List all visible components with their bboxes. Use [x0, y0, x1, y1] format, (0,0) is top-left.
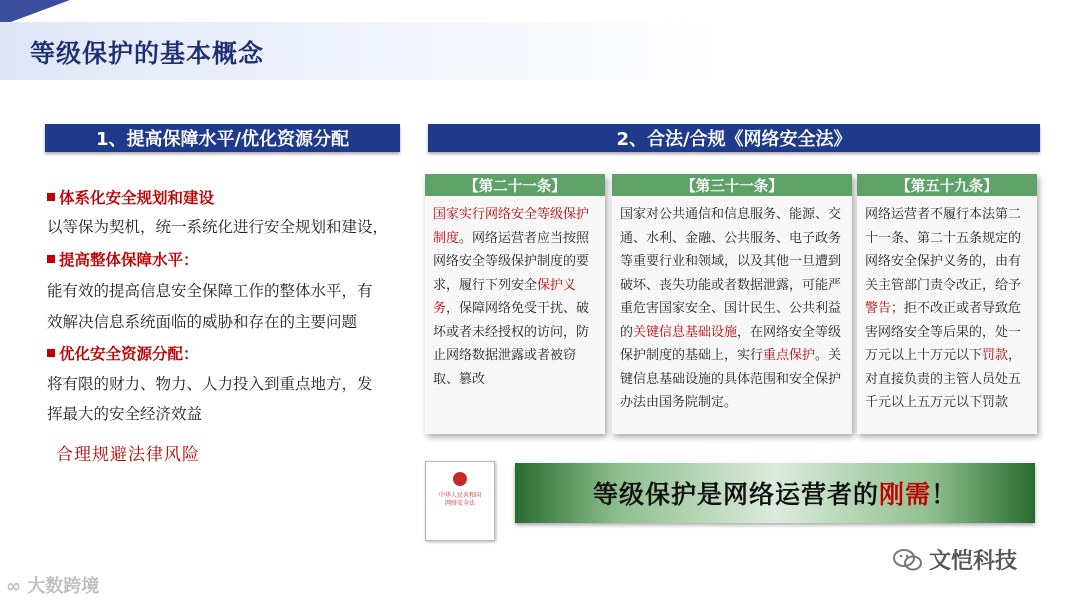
- article-text-red: 罚款: [982, 348, 1009, 363]
- bullet-square-icon: [47, 349, 55, 357]
- section-1-header: 1、提高保障水平/优化资源分配: [45, 124, 400, 152]
- page-title: 等级保护的基本概念: [30, 39, 265, 68]
- slogan-highlight: 刚需: [878, 480, 931, 509]
- slogan-text: 等级保护是网络运营者的: [592, 480, 879, 509]
- national-emblem-icon: [453, 472, 467, 486]
- body-line: 将有限的财力、物力、人力投入到重点地方，发: [47, 375, 373, 393]
- watermark-left: ∞ 大数跨境: [6, 576, 100, 597]
- article-body: [857, 196, 1037, 415]
- wechat-icon: [893, 547, 923, 573]
- law-book-cover: [425, 461, 495, 541]
- section-2-header: 2、合法/合规《网络安全法》: [428, 124, 1040, 152]
- bullet-square-icon: [47, 255, 55, 263]
- article-body: [612, 196, 852, 415]
- body-line: 挥最大的安全经济效益: [47, 405, 203, 423]
- article-text: ，保障网络免受干扰、破坏或者未经授权的访问，防止网络数据泄露或者被窃取、篡改: [433, 301, 590, 387]
- legal-risk-note: 合理规避法律风险: [56, 445, 200, 465]
- slogan-banner: [515, 463, 1035, 523]
- body-line: 效解决信息系统面临的威胁和存在的主要问题: [47, 313, 358, 331]
- article-text: ，在网络安全等级保护制度的基础上，实行: [620, 324, 842, 363]
- article-text: ；拒不改正或者导致危害网络安全等后果的，处一万元以上十万元以下: [865, 301, 1022, 363]
- bullet-square-icon: [47, 193, 55, 201]
- article-21-box: [425, 174, 605, 434]
- body-line: 能有效的提高信息安全保障工作的整体水平，有: [47, 282, 373, 300]
- article-text-red: 重点保护: [763, 348, 816, 363]
- article-31-box: [612, 174, 852, 434]
- article-text-red: 保护义务: [433, 277, 577, 316]
- article-text: 网络运营者不履行本法第二十一条、第二十五条规定的网络安全保护义务的，由有关主管部门责令改正，给予: [865, 207, 1022, 293]
- bullet-heading-planning: 体系化安全规划和建设: [47, 186, 214, 208]
- article-text-red: 国家实行网络安全等级保护制度: [433, 207, 590, 246]
- article-text: 。关键信息基础设施的具体范围和安全保护办法由国务院制定。: [620, 348, 842, 410]
- article-head: 【第三十一条】: [612, 174, 852, 196]
- article-text: 国家对公共通信和信息服务、能源、交通、水利、金融、公共服务、电子政务等重要行业和领域，以及其他一旦遭到破坏、丧失功能或者数据泄露，可能严重危害国家安全、国计民生、公共利益的: [620, 207, 842, 340]
- article-text-red: 警告: [865, 301, 892, 316]
- article-body: [425, 196, 605, 391]
- article-head: 【第五十九条】: [857, 174, 1037, 196]
- bullet-heading-resources: 优化安全资源分配：: [47, 342, 199, 364]
- article-text: ，对直接负责的主管人员处五千元以上五万元以下罚款: [865, 348, 1022, 410]
- article-59-box: [857, 174, 1037, 434]
- bullet-heading-level: 提高整体保障水平：: [47, 248, 199, 270]
- article-text: 。网络运营者应当按照网络安全等级保护制度的要求，履行下列安全: [433, 230, 590, 293]
- watermark-logo-icon: ∞: [6, 576, 28, 597]
- watermark-right: 文恺科技: [893, 544, 1017, 575]
- article-text-red: 关键信息基础设施: [633, 324, 738, 340]
- body-line: 以等保为契机，统一系统化进行安全规划和建设，: [47, 218, 389, 236]
- article-head: 【第二十一条】: [425, 174, 605, 196]
- book-title: 中华人民共和国 网络安全法: [438, 492, 481, 507]
- slogan-suffix: ！: [931, 480, 958, 509]
